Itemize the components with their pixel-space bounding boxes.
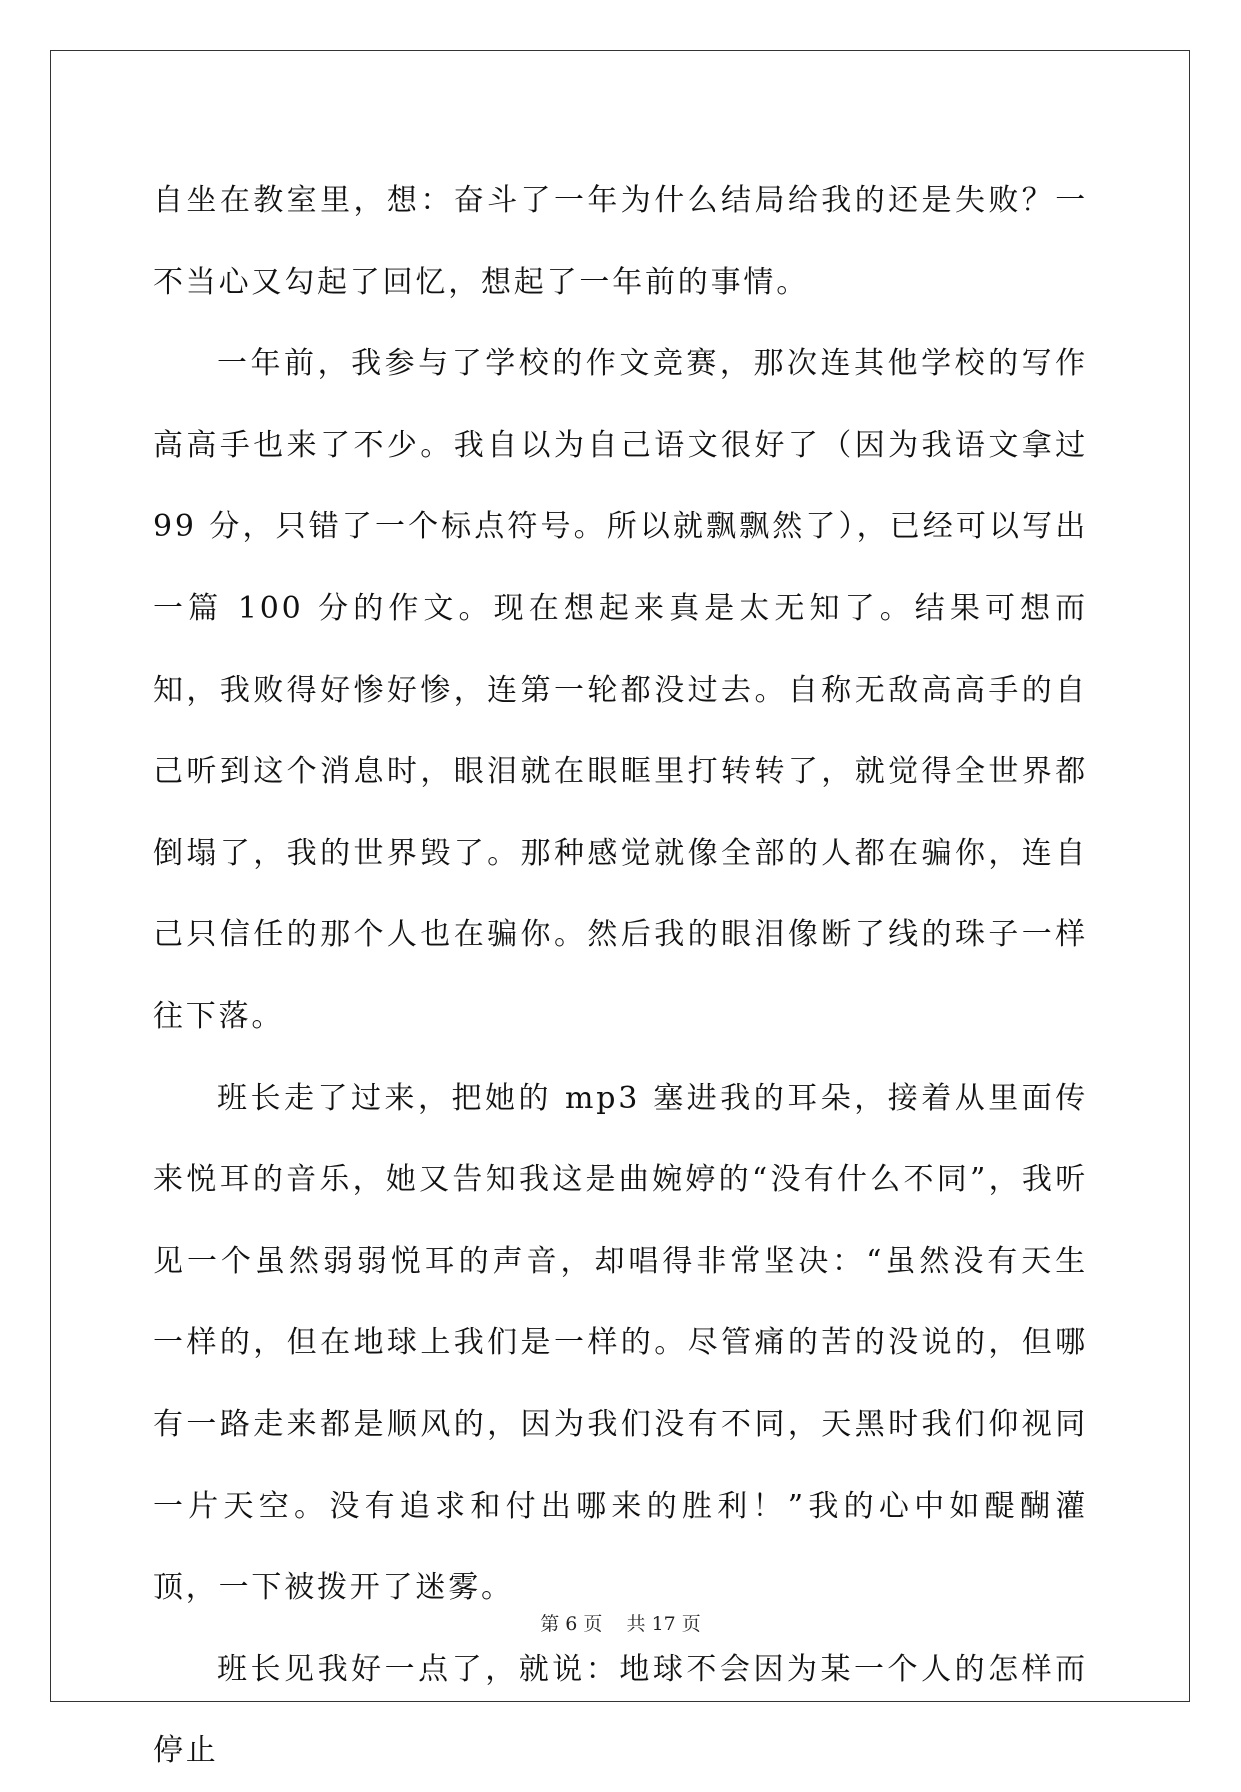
paragraph-3 xyxy=(153,1058,1088,1629)
paragraph-2 xyxy=(153,323,1088,1057)
text-line: 文。现在想起来真是太无知了。结果可想而知，我败得好惨好惨，连 xyxy=(153,590,1088,708)
page-number: 第 6 页 xyxy=(540,1613,603,1635)
text-line: 班长见我好一点了，就说：地球不会因为某一个人的怎样而停止 xyxy=(153,1651,1088,1769)
text-line: 弱弱悦耳的声音，却唱得非常坚决：“虽然没有天生一样的，但在地 xyxy=(153,1243,1088,1361)
paragraph-1 xyxy=(153,160,1088,323)
paragraph-4 xyxy=(153,1629,1088,1792)
page-footer xyxy=(0,1612,1241,1636)
text-line: 心又勾起了回忆，想起了一年前的事情。 xyxy=(218,264,810,300)
text-line: 班长走了过来，把她的 mp3 塞进我的耳朵，接着从里面传来悦耳 xyxy=(153,1080,1088,1198)
text-line: 错了一个标点符号。所以就飘飘然了），已经可以写出一篇 100 分的作 xyxy=(153,509,1089,626)
text-line: 眼泪像断了线的珠子一样往下落。 xyxy=(153,917,1088,1034)
document-body xyxy=(153,160,1088,1792)
page-total: 共 17 页 xyxy=(626,1613,701,1635)
text-line: 的，因为我们没有不同，天黑时我们仰视同一片天空。没有追求和付 xyxy=(153,1406,1088,1524)
text-line: 出哪来的胜利！”我的心中如醍醐灌顶，一下被拨开了迷雾。 xyxy=(153,1488,1088,1606)
text-line: 自坐在教室里，想：奋斗了一年为什么结局给我的还是失败？一不当 xyxy=(153,183,1088,300)
text-line: 手也来了不少。我自以为自己语文很好了（因为我语文拿过 99 分，只 xyxy=(153,427,1088,545)
text-line: 的音乐，她又告知我这是曲婉婷的“没有什么不同”，我听见一个虽然 xyxy=(153,1162,1088,1279)
text-line: 眼眶里打转转了，就觉得全世界都倒塌了，我的世界毁了。那种感觉 xyxy=(153,754,1088,871)
text-line: 就像全部的人都在骗你，连自己只信任的那个人也在骗你。然后我的 xyxy=(153,835,1088,953)
text-line: 一年前，我参与了学校的作文竞赛，那次连其他学校的写作高高 xyxy=(153,346,1088,463)
text-line: 第一轮都没过去。自称无敌高高手的自己听到这个消息时，眼泪就在 xyxy=(153,672,1088,790)
text-line: 球上我们是一样的。尽管痛的苦的没说的，但哪有一路走来都是顺风 xyxy=(153,1325,1088,1442)
